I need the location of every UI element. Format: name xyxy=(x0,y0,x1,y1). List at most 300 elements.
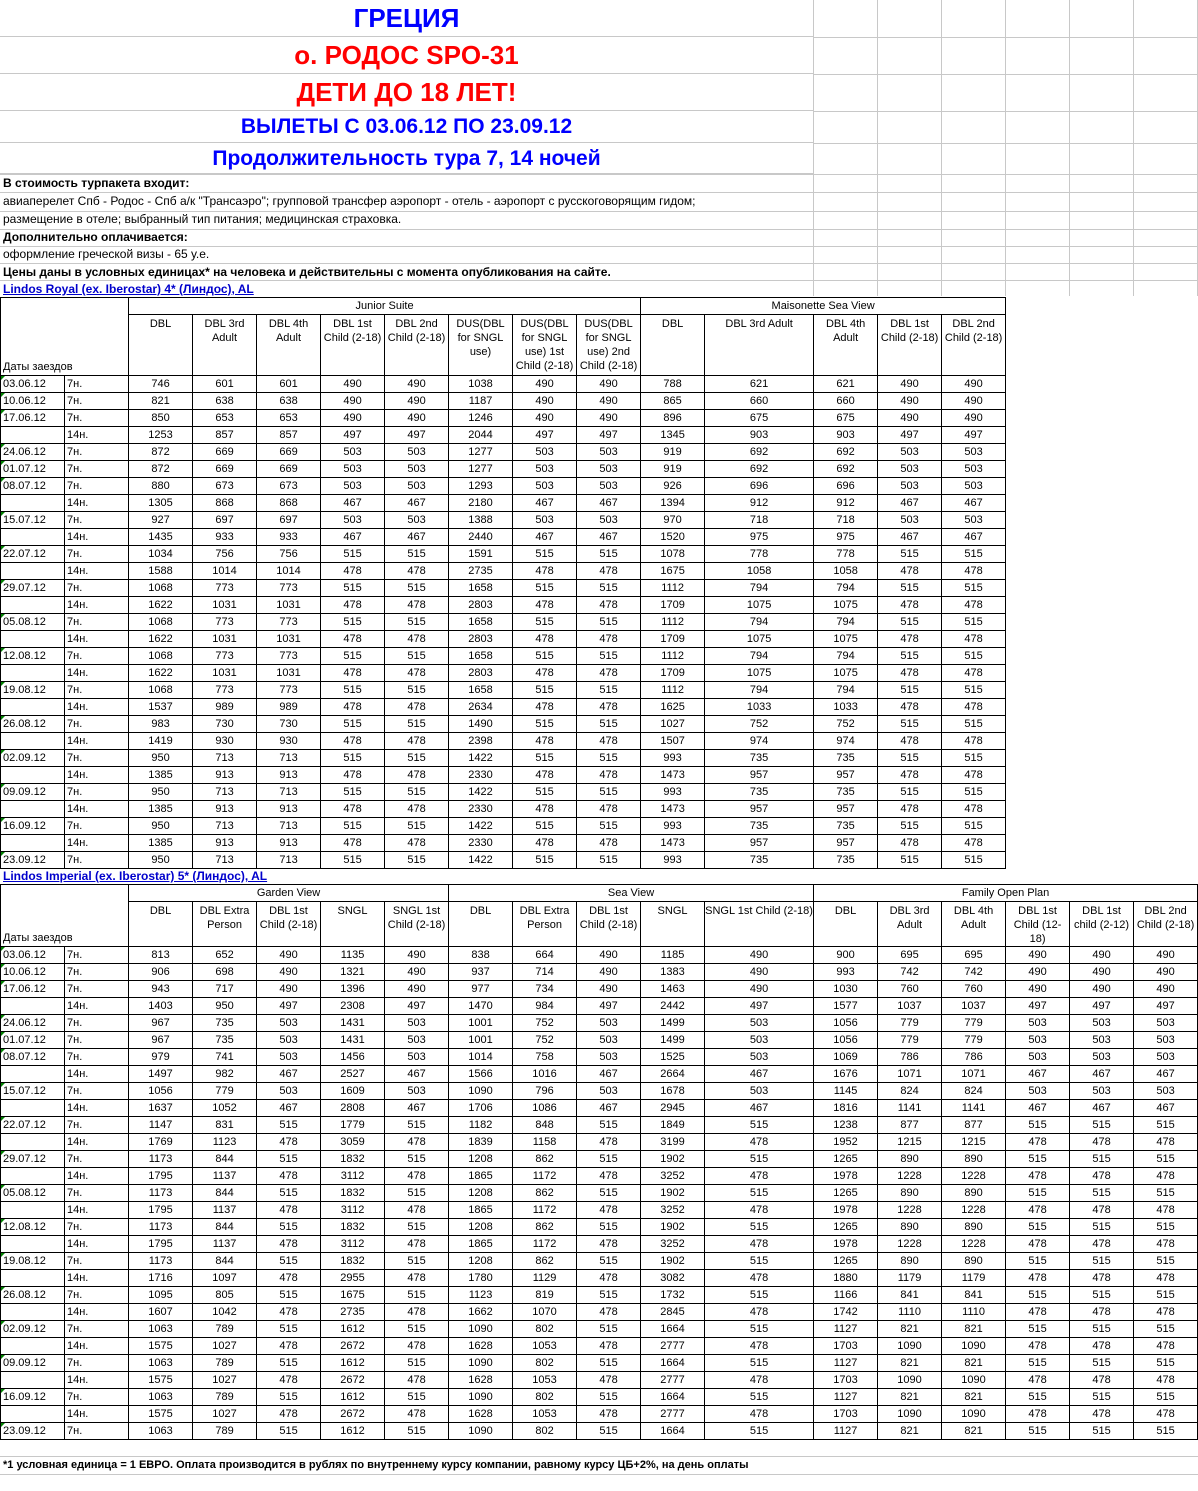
price-cell: 478 xyxy=(385,1372,449,1389)
price-cell: 1068 xyxy=(129,682,193,699)
price-cell: 821 xyxy=(878,1423,942,1440)
arrival-date xyxy=(1,1236,65,1253)
nights-count: 14н. xyxy=(65,1100,129,1117)
price-cell: 497 xyxy=(1134,998,1198,1015)
price-cell: 1058 xyxy=(705,563,814,580)
price-cell: 1607 xyxy=(129,1304,193,1321)
price-cell: 1127 xyxy=(814,1321,878,1338)
price-cell: 503 xyxy=(321,478,385,495)
price-cell: 794 xyxy=(705,648,814,665)
column-header: SNGL 1st Child (2-18) xyxy=(385,902,449,947)
price-cell: 515 xyxy=(385,648,449,665)
price-cell: 868 xyxy=(193,495,257,512)
group-header-row xyxy=(1,298,1006,315)
column-header: DBL 4th Adult xyxy=(942,902,1006,947)
price-cell: 515 xyxy=(1006,1355,1070,1372)
arrival-date: 23.09.12 xyxy=(1,1423,65,1440)
price-cell: 794 xyxy=(705,614,814,631)
price-cell: 497 xyxy=(257,998,321,1015)
price-cell: 515 xyxy=(1070,1151,1134,1168)
price-cell: 515 xyxy=(577,716,641,733)
price-cell: 515 xyxy=(1070,1389,1134,1406)
price-cell: 1063 xyxy=(129,1321,193,1338)
price-cell: 1014 xyxy=(449,1049,513,1066)
price-cell: 957 xyxy=(814,767,878,784)
price-cell: 1068 xyxy=(129,614,193,631)
arrival-date: 15.07.12 xyxy=(1,1083,65,1100)
price-cell: 515 xyxy=(1134,1151,1198,1168)
price-cell: 478 xyxy=(942,597,1006,614)
price-cell: 1902 xyxy=(641,1185,705,1202)
price-cell: 933 xyxy=(257,529,321,546)
price-cell: 1056 xyxy=(814,1032,878,1049)
price-cell: 1038 xyxy=(449,376,513,393)
price-cell: 503 xyxy=(577,444,641,461)
column-header: DBL Extra Person xyxy=(193,902,257,947)
price-cell: 478 xyxy=(705,1304,814,1321)
price-cell: 497 xyxy=(1006,998,1070,1015)
nights-count: 14н. xyxy=(65,835,129,852)
price-cell: 2672 xyxy=(321,1372,385,1389)
price-cell: 1228 xyxy=(942,1202,1006,1219)
nights-count: 7н. xyxy=(65,1083,129,1100)
price-cell: 467 xyxy=(257,1066,321,1083)
price-cell: 696 xyxy=(705,478,814,495)
price-cell: 478 xyxy=(1006,1202,1070,1219)
price-cell: 735 xyxy=(705,818,814,835)
price-cell: 1419 xyxy=(129,733,193,750)
price-cell: 1703 xyxy=(814,1372,878,1389)
column-header: DBL 2nd Child (2-18) xyxy=(385,315,449,376)
table-row xyxy=(1,1032,1198,1049)
price-cell: 478 xyxy=(385,699,449,716)
price-cell: 1902 xyxy=(641,1253,705,1270)
price-cell: 478 xyxy=(942,563,1006,580)
price-cell: 1127 xyxy=(814,1423,878,1440)
price-cell: 467 xyxy=(1134,1100,1198,1117)
table-row xyxy=(1,1355,1198,1372)
price-cell: 975 xyxy=(705,529,814,546)
price-cell: 515 xyxy=(385,580,449,597)
arrival-date: 05.08.12 xyxy=(1,614,65,631)
table-row xyxy=(1,478,1006,495)
price-cell: 735 xyxy=(193,1015,257,1032)
price-cell: 1031 xyxy=(193,665,257,682)
price-cell: 478 xyxy=(942,835,1006,852)
column-header: SNGL xyxy=(321,902,385,947)
price-cell: 957 xyxy=(814,801,878,818)
price-cell: 950 xyxy=(129,784,193,801)
arrival-date xyxy=(1,597,65,614)
price-cell: 490 xyxy=(321,410,385,427)
price-cell: 1497 xyxy=(129,1066,193,1083)
price-cell: 515 xyxy=(1006,1151,1070,1168)
price-cell: 1173 xyxy=(129,1253,193,1270)
table-row xyxy=(1,444,1006,461)
room-group-header: Family Open Plan xyxy=(814,885,1198,902)
price-cell: 515 xyxy=(878,818,942,835)
price-cell: 1063 xyxy=(129,1423,193,1440)
price-cell: 713 xyxy=(193,818,257,835)
table-row xyxy=(1,597,1006,614)
table-row xyxy=(1,665,1006,682)
table-row xyxy=(1,699,1006,716)
price-cell: 1070 xyxy=(513,1304,577,1321)
price-cell: 478 xyxy=(705,1372,814,1389)
price-cell: 1832 xyxy=(321,1151,385,1168)
price-cell: 1383 xyxy=(641,964,705,981)
nights-count: 7н. xyxy=(65,1423,129,1440)
table-row xyxy=(1,1117,1198,1134)
price-cell: 1172 xyxy=(513,1168,577,1185)
price-cell: 478 xyxy=(942,801,1006,818)
price-cell: 467 xyxy=(321,495,385,512)
price-cell: 2735 xyxy=(449,563,513,580)
price-cell: 490 xyxy=(513,410,577,427)
price-cell: 912 xyxy=(705,495,814,512)
price-cell: 1058 xyxy=(814,563,878,580)
price-cell: 490 xyxy=(1134,947,1198,964)
price-cell: 1228 xyxy=(878,1236,942,1253)
price-cell: 1473 xyxy=(641,767,705,784)
arrival-date: 16.09.12 xyxy=(1,818,65,835)
price-cell: 3059 xyxy=(321,1134,385,1151)
price-cell: 478 xyxy=(705,1168,814,1185)
price-cell: 735 xyxy=(814,818,878,835)
price-cell: 503 xyxy=(1070,1015,1134,1032)
table-row xyxy=(1,1304,1198,1321)
arrival-date: 26.08.12 xyxy=(1,1287,65,1304)
price-cell: 1265 xyxy=(814,1185,878,1202)
price-cell: 974 xyxy=(814,733,878,750)
price-cell: 490 xyxy=(385,947,449,964)
nights-count: 7н. xyxy=(65,512,129,529)
nights-count: 7н. xyxy=(65,461,129,478)
price-cell: 515 xyxy=(1070,1185,1134,1202)
price-cell: 478 xyxy=(1070,1338,1134,1355)
arrival-date: 02.09.12 xyxy=(1,1321,65,1338)
price-cell: 1473 xyxy=(641,801,705,818)
price-cell: 844 xyxy=(193,1219,257,1236)
price-cell: 660 xyxy=(814,393,878,410)
hotel1-price-table xyxy=(0,297,1006,869)
price-cell: 467 xyxy=(1134,1066,1198,1083)
table-row xyxy=(1,1083,1198,1100)
price-cell: 478 xyxy=(257,1134,321,1151)
price-cell: 490 xyxy=(878,376,942,393)
price-cell: 478 xyxy=(577,1406,641,1423)
price-cell: 735 xyxy=(814,750,878,767)
price-cell: 503 xyxy=(942,478,1006,495)
arrival-date: 19.08.12 xyxy=(1,1253,65,1270)
price-cell: 1422 xyxy=(449,750,513,767)
price-cell: 478 xyxy=(513,631,577,648)
column-header: DBL 3rd Adult xyxy=(878,902,942,947)
price-cell: 970 xyxy=(641,512,705,529)
price-cell: 993 xyxy=(641,852,705,869)
price-cell: 913 xyxy=(193,835,257,852)
price-cell: 515 xyxy=(321,784,385,801)
price-cell: 467 xyxy=(1006,1100,1070,1117)
price-cell: 478 xyxy=(577,631,641,648)
price-cell: 1566 xyxy=(449,1066,513,1083)
arrival-date: 10.06.12 xyxy=(1,393,65,410)
price-cell: 478 xyxy=(577,733,641,750)
price-cell: 515 xyxy=(385,750,449,767)
nights-count: 14н. xyxy=(65,1202,129,1219)
price-cell: 515 xyxy=(942,682,1006,699)
price-cell: 1090 xyxy=(942,1372,1006,1389)
price-cell: 824 xyxy=(878,1083,942,1100)
price-cell: 638 xyxy=(257,393,321,410)
price-cell: 515 xyxy=(513,546,577,563)
price-cell: 515 xyxy=(385,1151,449,1168)
price-cell: 515 xyxy=(705,1117,814,1134)
price-cell: 478 xyxy=(385,563,449,580)
price-cell: 621 xyxy=(705,376,814,393)
price-cell: 2955 xyxy=(321,1270,385,1287)
price-cell: 515 xyxy=(513,750,577,767)
table-row xyxy=(1,716,1006,733)
price-cell: 1075 xyxy=(814,597,878,614)
nights-count: 7н. xyxy=(65,682,129,699)
arrival-date: 12.08.12 xyxy=(1,648,65,665)
price-cell: 478 xyxy=(385,1304,449,1321)
price-cell: 794 xyxy=(814,682,878,699)
column-header: SNGL xyxy=(641,902,705,947)
price-cell: 503 xyxy=(577,461,641,478)
price-cell: 1499 xyxy=(641,1015,705,1032)
price-cell: 478 xyxy=(385,767,449,784)
dates-label: Даты заездов xyxy=(1,298,129,376)
price-cell: 1577 xyxy=(814,998,878,1015)
price-cell: 478 xyxy=(385,1168,449,1185)
room-group-header: Garden View xyxy=(129,885,449,902)
price-cell: 515 xyxy=(1006,1287,1070,1304)
price-cell: 1703 xyxy=(814,1338,878,1355)
arrival-date: 09.09.12 xyxy=(1,784,65,801)
price-cell: 478 xyxy=(257,1202,321,1219)
price-cell: 515 xyxy=(577,1151,641,1168)
price-cell: 1658 xyxy=(449,614,513,631)
price-cell: 515 xyxy=(321,750,385,767)
price-cell: 1678 xyxy=(641,1083,705,1100)
price-cell: 673 xyxy=(257,478,321,495)
price-cell: 1172 xyxy=(513,1202,577,1219)
price-cell: 1706 xyxy=(449,1100,513,1117)
price-cell: 2672 xyxy=(321,1338,385,1355)
price-cell: 478 xyxy=(385,733,449,750)
price-cell: 2777 xyxy=(641,1406,705,1423)
price-cell: 695 xyxy=(942,947,1006,964)
price-cell: 515 xyxy=(705,1423,814,1440)
price-cell: 1865 xyxy=(449,1202,513,1219)
column-header: DBL Extra Person xyxy=(513,902,577,947)
price-cell: 478 xyxy=(385,1270,449,1287)
price-cell: 890 xyxy=(942,1253,1006,1270)
price-cell: 478 xyxy=(1070,1134,1134,1151)
price-cell: 786 xyxy=(942,1049,1006,1066)
price-cell: 937 xyxy=(449,964,513,981)
nights-count: 7н. xyxy=(65,947,129,964)
price-cell: 1709 xyxy=(641,631,705,648)
column-header: DBL xyxy=(449,902,513,947)
price-cell: 673 xyxy=(193,478,257,495)
nights-count: 7н. xyxy=(65,614,129,631)
price-cell: 850 xyxy=(129,410,193,427)
price-cell: 779 xyxy=(878,1015,942,1032)
price-cell: 794 xyxy=(814,614,878,631)
price-cell: 503 xyxy=(705,1049,814,1066)
price-cell: 989 xyxy=(257,699,321,716)
price-cell: 503 xyxy=(577,1083,641,1100)
price-cell: 742 xyxy=(878,964,942,981)
price-cell: 490 xyxy=(257,981,321,998)
column-header: DBL 1st Child (2-18) xyxy=(257,902,321,947)
price-cell: 1129 xyxy=(513,1270,577,1287)
price-cell: 467 xyxy=(321,529,385,546)
price-cell: 950 xyxy=(129,852,193,869)
hotel2-link[interactable]: Lindos Imperial (ex. Iberostar) 5* (Линдос), AL xyxy=(3,869,268,883)
column-header: SNGL 1st Child (2-18) xyxy=(705,902,814,947)
price-cell: 1403 xyxy=(129,998,193,1015)
nights-count: 7н. xyxy=(65,784,129,801)
price-cell: 490 xyxy=(385,376,449,393)
price-cell: 1499 xyxy=(641,1032,705,1049)
table-row xyxy=(1,852,1006,869)
price-cell: 1141 xyxy=(878,1100,942,1117)
price-cell: 478 xyxy=(321,597,385,614)
price-cell: 1179 xyxy=(942,1270,1006,1287)
price-cell: 490 xyxy=(1134,964,1198,981)
price-cell: 515 xyxy=(577,1287,641,1304)
price-cell: 601 xyxy=(257,376,321,393)
price-cell: 490 xyxy=(1006,964,1070,981)
price-cell: 515 xyxy=(1070,1355,1134,1372)
arrival-date: 17.06.12 xyxy=(1,981,65,998)
price-cell: 1795 xyxy=(129,1236,193,1253)
price-cell: 478 xyxy=(577,563,641,580)
price-cell: 989 xyxy=(193,699,257,716)
price-cell: 478 xyxy=(513,597,577,614)
table-row xyxy=(1,1287,1198,1304)
price-cell: 669 xyxy=(257,461,321,478)
price-cell: 503 xyxy=(577,1032,641,1049)
column-header: DBL xyxy=(814,902,878,947)
price-cell: 478 xyxy=(257,1338,321,1355)
price-cell: 841 xyxy=(942,1287,1006,1304)
table-row xyxy=(1,835,1006,852)
price-cell: 2803 xyxy=(449,665,513,682)
price-cell: 515 xyxy=(705,1287,814,1304)
price-cell: 669 xyxy=(193,444,257,461)
price-cell: 478 xyxy=(1134,1270,1198,1287)
price-cell: 696 xyxy=(814,478,878,495)
price-cell: 3082 xyxy=(641,1270,705,1287)
price-cell: 467 xyxy=(577,1066,641,1083)
nights-count: 14н. xyxy=(65,801,129,818)
nights-count: 7н. xyxy=(65,981,129,998)
price-cell: 515 xyxy=(577,784,641,801)
price-cell: 1902 xyxy=(641,1151,705,1168)
price-cell: 1385 xyxy=(129,835,193,852)
nights-count: 7н. xyxy=(65,393,129,410)
price-cell: 490 xyxy=(321,393,385,410)
price-cell: 503 xyxy=(257,1083,321,1100)
price-cell: 478 xyxy=(513,733,577,750)
column-header-row xyxy=(1,315,1006,376)
price-cell: 490 xyxy=(1070,981,1134,998)
nights-count: 7н. xyxy=(65,818,129,835)
price-cell: 503 xyxy=(513,478,577,495)
price-cell: 515 xyxy=(577,1355,641,1372)
price-cell: 478 xyxy=(577,1168,641,1185)
price-cell: 478 xyxy=(577,835,641,852)
arrival-date xyxy=(1,1202,65,1219)
dates-label: Даты заездов xyxy=(1,885,129,947)
price-cell: 1228 xyxy=(878,1168,942,1185)
hotel1-link[interactable]: Lindos Royal (ex. Iberostar) 4* (Линдос), AL xyxy=(3,282,254,296)
price-cell: 515 xyxy=(705,1355,814,1372)
price-cell: 515 xyxy=(577,546,641,563)
price-cell: 930 xyxy=(193,733,257,750)
price-cell: 906 xyxy=(129,964,193,981)
price-cell: 515 xyxy=(577,1185,641,1202)
price-cell: 735 xyxy=(814,784,878,801)
arrival-date: 17.06.12 xyxy=(1,410,65,427)
price-cell: 652 xyxy=(193,947,257,964)
price-cell: 1385 xyxy=(129,801,193,818)
price-cell: 697 xyxy=(257,512,321,529)
nights-count: 7н. xyxy=(65,1151,129,1168)
price-cell: 478 xyxy=(1134,1372,1198,1389)
price-cell: 717 xyxy=(193,981,257,998)
price-cell: 467 xyxy=(577,529,641,546)
price-cell: 515 xyxy=(1134,1253,1198,1270)
price-cell: 515 xyxy=(321,716,385,733)
table-row xyxy=(1,750,1006,767)
price-cell: 794 xyxy=(705,580,814,597)
price-cell: 515 xyxy=(257,1423,321,1440)
price-cell: 478 xyxy=(577,1236,641,1253)
arrival-date: 22.07.12 xyxy=(1,546,65,563)
price-cell: 515 xyxy=(942,648,1006,665)
price-cell: 896 xyxy=(641,410,705,427)
price-cell: 1166 xyxy=(814,1287,878,1304)
price-cell: 1053 xyxy=(513,1338,577,1355)
price-cell: 515 xyxy=(1070,1321,1134,1338)
price-cell: 478 xyxy=(321,563,385,580)
price-cell: 1832 xyxy=(321,1253,385,1270)
price-cell: 515 xyxy=(942,818,1006,835)
price-cell: 927 xyxy=(129,512,193,529)
price-cell: 890 xyxy=(942,1219,1006,1236)
price-cell: 1123 xyxy=(193,1134,257,1151)
price-cell: 478 xyxy=(705,1338,814,1355)
price-cell: 478 xyxy=(878,631,942,648)
price-cell: 1053 xyxy=(513,1406,577,1423)
price-cell: 773 xyxy=(257,580,321,597)
price-cell: 1215 xyxy=(878,1134,942,1151)
price-cell: 794 xyxy=(814,648,878,665)
price-cell: 841 xyxy=(878,1287,942,1304)
price-cell: 3112 xyxy=(321,1168,385,1185)
price-cell: 478 xyxy=(321,835,385,852)
price-cell: 802 xyxy=(513,1321,577,1338)
price-cell: 890 xyxy=(942,1185,1006,1202)
price-cell: 993 xyxy=(641,750,705,767)
price-cell: 844 xyxy=(193,1151,257,1168)
